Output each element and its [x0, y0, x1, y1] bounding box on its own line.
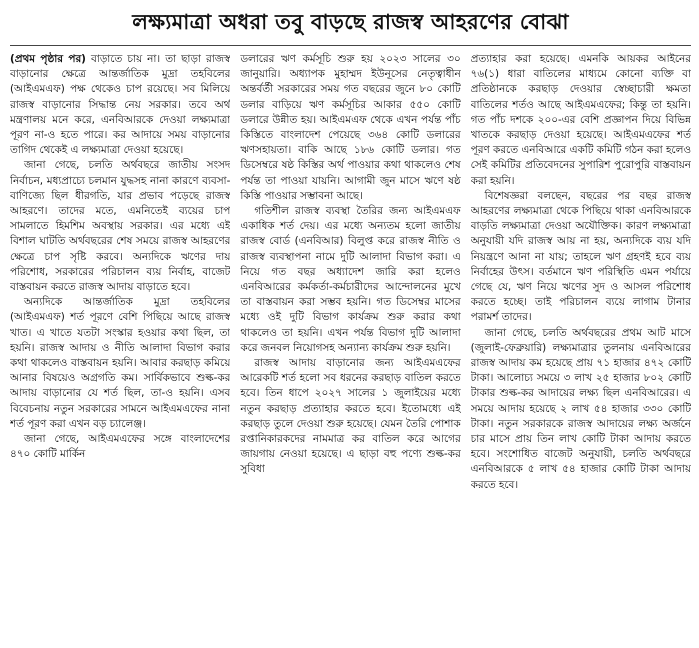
- headline-bar: [10, 4, 691, 46]
- paragraph: গতিশীল রাজস্ব ব্যবস্থা তৈরির জন্য আইএমএফ একাধিক শর্ত দেয়। এর মধ্যে অন্যতম হলো জাতীয় রাজস্ব বোর্ড (এনবিআর) বিলুপ্ত করে রাজস্ব নীতি ও রাজস্ব ব্যবস্থাপনা নামে দুটি আলাদা বিভাগ করা। এ নিয়ে গত বছর অধ্যাদেশ জারি করা হলেও এনবিআরের কর্মকর্তা-কর্মচারীদের আন্দোলনের মুখে তা বাস্তবায়ন করা সম্ভব হয়নি। গত ডিসেম্বর মাসের মধ্যে ওই দুটি বিভাগ কার্যক্রম শুরু করার কথা থাকলেও তা হয়নি। এখন পর্যন্ত বিভাগ দুটি আলাদা করে জনবল নিয়োগসহ অন্যান্য কার্যক্রম শুরু হয়নি।: [240, 205, 461, 354]
- paragraph: অন্যদিকে আন্তর্জাতিক মুদ্রা তহবিলের (আইএমএফ) শর্ত পূরণে বেশি পিছিয়ে আছে রাজস্ব খাত। এ খাতে যতটা সংস্কার হওয়ার কথা ছিল, তা হয়নি। রাজস্ব আদায় ও নীতি আলাদা বিভাগ করার কথা থাকলেও বাস্তবায়ন হয়নি। আবার করছাড় কমিয়ে আনার বিষয়েও অগ্রগতি কম। সার্বিকভাবে শুল্ক-কর আদায় বাড়ানোর যে শর্ত ছিল, তা-ও হয়নি। এসব বিবেচনায় নতুন সরকারের সামনে আইএমএফের নানা শর্ত পূরণ করা এখন বড় চ্যালেঞ্জ।: [10, 296, 231, 430]
- paragraph: জানা গেছে, চলতি অর্থবছরে জাতীয় সংসদ নির্বাচন, মধ্যপ্রাচ্যে চলমান যুদ্ধসহ নানা কারণে ব্যবসা-বাণিজ্যে ছিল ধীরগতি, যার প্রভাব পড়েছে রাজস্ব আহরণে। তাদের মতে, এমনিতেই ব্যয়ের চাপ সামলাতে হিমশিম অবস্থায় সরকার। এর মধ্যে এই বিশাল ঘাটতি অর্থবছরের শেষ সময়ে রাজস্ব আহরণের ক্ষেত্রে চাপ সৃষ্টি করবে। অন্যদিকে ঋণের দায় পরিশোধ, সরকারের পরিচালন ব্যয় নির্বাহ, বাজেট বাস্তবায়ন করতে রাজস্ব আদায় বাড়াতে হবে।: [10, 159, 231, 294]
- article-column-1: [10, 52, 230, 648]
- article-body: [10, 52, 691, 648]
- paragraph: বিশেষজ্ঞরা বলছেন, বছরের পর বছর রাজস্ব আহরণের লক্ষ্যমাত্রা থেকে পিছিয়ে থাকা এনবিআরকে বাড়তি লক্ষ্যমাত্রা দেওয়া অযৌক্তিক। কারণ লক্ষ্যমাত্রা অনুযায়ী যদি রাজস্ব আয় না হয়, অন্যদিকে ব্যয় যদি নিয়ন্ত্রণে আনা না যায়; তাহলে ঋণ গ্রহণই হবে ব্যয় নির্বাহের উৎস। বর্তমানে ঋণ পরিস্থিতি এমন পর্যায়ে গেছে যে, ঋণ নিয়ে ঋণের সুদ ও আসল পরিশোধ করতে হচ্ছে। তাই পরিচালন ব্যয়ে লাগাম টানার পরামর্শ তাদের।: [470, 189, 691, 324]
- paragraph: জানা গেছে, আইএমএফের সঙ্গে বাংলাদেশের ৪৭০ কোটি মার্কিন: [10, 433, 231, 461]
- paragraph: ডলারের ঋণ কর্মসূচি শুরু হয় ২০২৩ সালের ৩০ জানুয়ারি। অধ্যাপক মুহাম্মদ ইউনূসের নেতৃত্বাধীন অন্তর্বর্তী সরকারের সময় গত বছরের জুনে ৮০ কোটি ডলার বাড়িয়ে ঋণ কর্মসূচির আকার ৫৫০ কোটি ডলারে উন্নীত হয়। আইএমএফ থেকে এখন পর্যন্ত পাঁচ কিস্তিতে বাংলাদেশ পেয়েছে ৩৬৪ কোটি ডলারের ঋণসহায়তা। বাকি আছে ১৮৬ কোটি ডলার। গত ডিসেম্বরে ষষ্ঠ কিস্তির অর্থ পাওয়ার কথা থাকলেও শেষ পর্যন্ত তা পাওয়া যায়নি। আগামী জুন মাসে ঋণে ষষ্ঠ কিস্তি পাওয়ার সম্ভাবনা আছে।: [240, 53, 461, 202]
- paragraph: [10, 52, 230, 158]
- paragraph: জানা গেছে, চলতি অর্থবছরের প্রথম আট মাসে (জুলাই-ফেব্রুয়ারি) লক্ষ্যমাত্রার তুলনায় এনবিআরের রাজস্ব আদায় কম হয়েছে প্রায় ৭১ হাজার ৪৭২ কোটি টাকা। আলোচ্য সময়ে ৩ লাখ ২৫ হাজার ৮০২ কোটি টাকার শুল্ক-কর আদায়ের লক্ষ্য ছিল এনবিআরের। এ সময়ে আদায় হয়েছে ২ লাখ ৫৪ হাজার ৩৩০ কোটি টাকা। নতুন সরকারকে রাজস্ব আদায়ের লক্ষ্য অর্জনে চার মাসে প্রায় তিন লাখ কোটি টাকা আদায় করতে হবে। সংশোধিত বাজেট অনুযায়ী, চলতি অর্থবছরে এনবিআরকে ৫ লাখ ৫৪ হাজার কোটি টাকা আদায় করতে হবে।: [470, 326, 691, 491]
- article-column-3: [471, 52, 691, 648]
- article-column-2: [240, 52, 460, 648]
- continuation-tag: (প্রথম পৃষ্ঠার পর): [10, 53, 86, 65]
- paragraph: প্রত্যাহার করা হয়েছে। এমনকি আয়কর আইনের ৭৬(১) ধারা বাতিলের মাধ্যমে কোনো ব্যক্তি বা প্রতিষ্ঠানকে করছাড় দেওয়ার স্বেচ্ছাচারী ক্ষমতা বাতিলের শর্তও আছে আইএমএফের; কিন্তু তা হয়নি। গত পাঁচ দশকে ২০০-এর বেশি প্রজ্ঞাপন দিয়ে বিভিন্ন খাতকে করছাড় দেওয়া হয়েছে। আইএমএফের শর্ত পূরণ করতে এনবিআরে একটি কমিটি গঠন করা হলেও সেই কমিটির প্রতিবেদনের সুপারিশ পুরোপুরি বাস্তবায়ন করা হয়নি।: [470, 53, 691, 187]
- paragraph-text: বাড়াতে চায় না। তা ছাড়া রাজস্ব বাড়ানোর ক্ষেত্রে আন্তর্জাতিক মুদ্রা তহবিলের (আইএমএফ) পক্ষ থেকেও চাপ রয়েছে। সব মিলিয়ে রাজস্ব বাড়ানোর সিদ্ধান্ত নেয় সরকার। তবে অর্থ মন্ত্রণালয় মনে করে, এনবিআরকে দেওয়া লক্ষ্যমাত্রা পূরণ না-ও হতে পারে। কর আদায়ে সময় বাড়ানোর তাগিদ থেকেই এ লক্ষ্যমাত্রা দেওয়া হয়েছে।: [10, 53, 231, 157]
- paragraph: রাজস্ব আদায় বাড়ানোর জন্য আইএমএফের আরেকটি শর্ত হলো সব ধরনের করছাড় বাতিল করতে হবে। তিন ধাপে ২০২৭ সালের ১ জুলাইয়ের মধ্যে নতুন করছাড় প্রত্যাহার করতে হবে। ইতোমধ্যে এই করছাড় তুলে দেওয়া শুরু হয়েছে। যেমন তৈরি পোশাক রপ্তানিকারকদের নামমাত্র কর বাতিল করে আগের জায়গায় নেওয়া হয়েছে। এ ছাড়া বহু পণ্যে শুল্ক-কর সুবিধা: [240, 357, 461, 476]
- article-headline: লক্ষ্যমাত্রা অধরা তবু বাড়ছে রাজস্ব আহরণের বোঝা: [132, 9, 569, 34]
